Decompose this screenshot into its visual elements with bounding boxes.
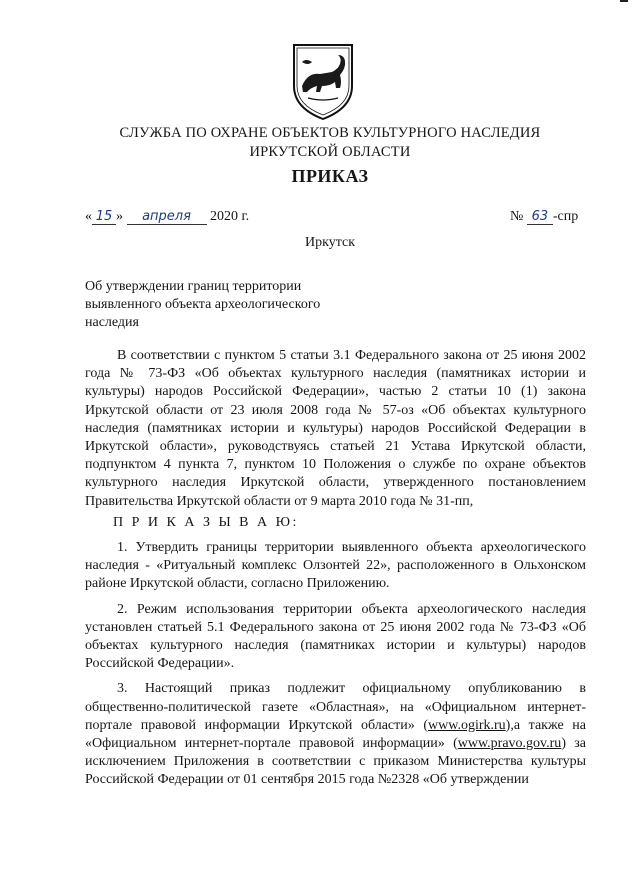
subject-line-2: выявленного объекта археологического	[85, 297, 321, 312]
order-directive: П Р И К А З Ы В А Ю:	[113, 514, 299, 530]
item-3-text-part-3: ) за исключением Приложения в соответствии с приказом Министерства культуры Российской Федерации от 01 сентября 2015 года №2328 «Об утверждении	[85, 736, 587, 788]
number-prefix: №	[510, 209, 524, 224]
pravo-link[interactable]: www.pravo.gov.ru	[457, 736, 562, 752]
item-3-text-part-1: 3. Настоящий приказ подлежит официальному опубликованию в общественно-политической газете «Областная», на «Официальном интернет-портале правовой информации Иркутской области» (	[85, 681, 586, 733]
document-subject	[85, 278, 341, 332]
subject-line-1: Об утверждении границ территории	[85, 279, 302, 294]
date-day-handwritten: 15	[92, 209, 116, 225]
document-city: Иркутск	[304, 235, 356, 250]
document-title: ПРИКАЗ	[291, 166, 369, 186]
order-item-3	[85, 680, 586, 789]
organization-name	[60, 124, 600, 162]
date-year: 2020 г.	[210, 209, 250, 224]
document-date	[85, 209, 249, 225]
scan-mark	[620, 0, 628, 2]
number-suffix: -спр	[552, 209, 579, 224]
coat-of-arms-icon	[290, 42, 356, 122]
document-body	[85, 347, 586, 790]
order-item-2: 2. Режим использования территории объекта археологического наследия установлен статьей 5.1 Федерального закона от 25 июня 2002 года № 73-ФЗ «Об объектах культурного наследия (памятниках истории и культуры) народов Российской Федерации».	[85, 601, 586, 672]
date-month-handwritten: апреля	[127, 209, 207, 225]
organization-line-1: СЛУЖБА ПО ОХРАНЕ ОБЪЕКТОВ КУЛЬТУРНОГО НАСЛЕДИЯ	[119, 125, 541, 141]
number-handwritten: 63	[527, 209, 553, 225]
ogirk-link[interactable]: www.ogirk.ru	[428, 717, 506, 733]
document-number	[510, 209, 578, 225]
order-item-1: 1. Утвердить границы территории выявленного объекта археологического наследия - «Ритуальный комплекс Олзонтей 22», расположенного в Ольхонском районе Иркутской области, согласно Приложению.	[85, 540, 586, 592]
item-3-text-part-2: ),а также на «Официальном интернет-портале правовой информации» (	[85, 717, 587, 752]
date-open-quote: «	[85, 209, 92, 224]
subject-line-3: наследия	[85, 315, 139, 330]
date-close-quote: »	[116, 209, 123, 224]
preamble-paragraph: В соответствии с пунктом 5 статьи 3.1 Федерального закона от 25 июня 2002 года № 73-ФЗ «Об объектах культурного наследия (памятниках истории и культуры) народов Российской Федерации», частью 2 статьи 10 (1) закона Иркутской области от 23 июля 2008 года № 57-оз «Об объектах культурного наследия (памятниках истории и культуры) народов Российской Федерации в Иркутской области», руководствуясь статьей 21 Устава Иркутской области, подпунктом 4 пункта 7, пунктом 10 Положения о службе по охране объектов культурного наследия Иркутской области, утвержденного постановлением Правительства Иркутской области от 9 марта 2010 года № 31-пп,	[85, 348, 586, 509]
organization-line-2: ИРКУТСКОЙ ОБЛАСТИ	[249, 144, 411, 160]
